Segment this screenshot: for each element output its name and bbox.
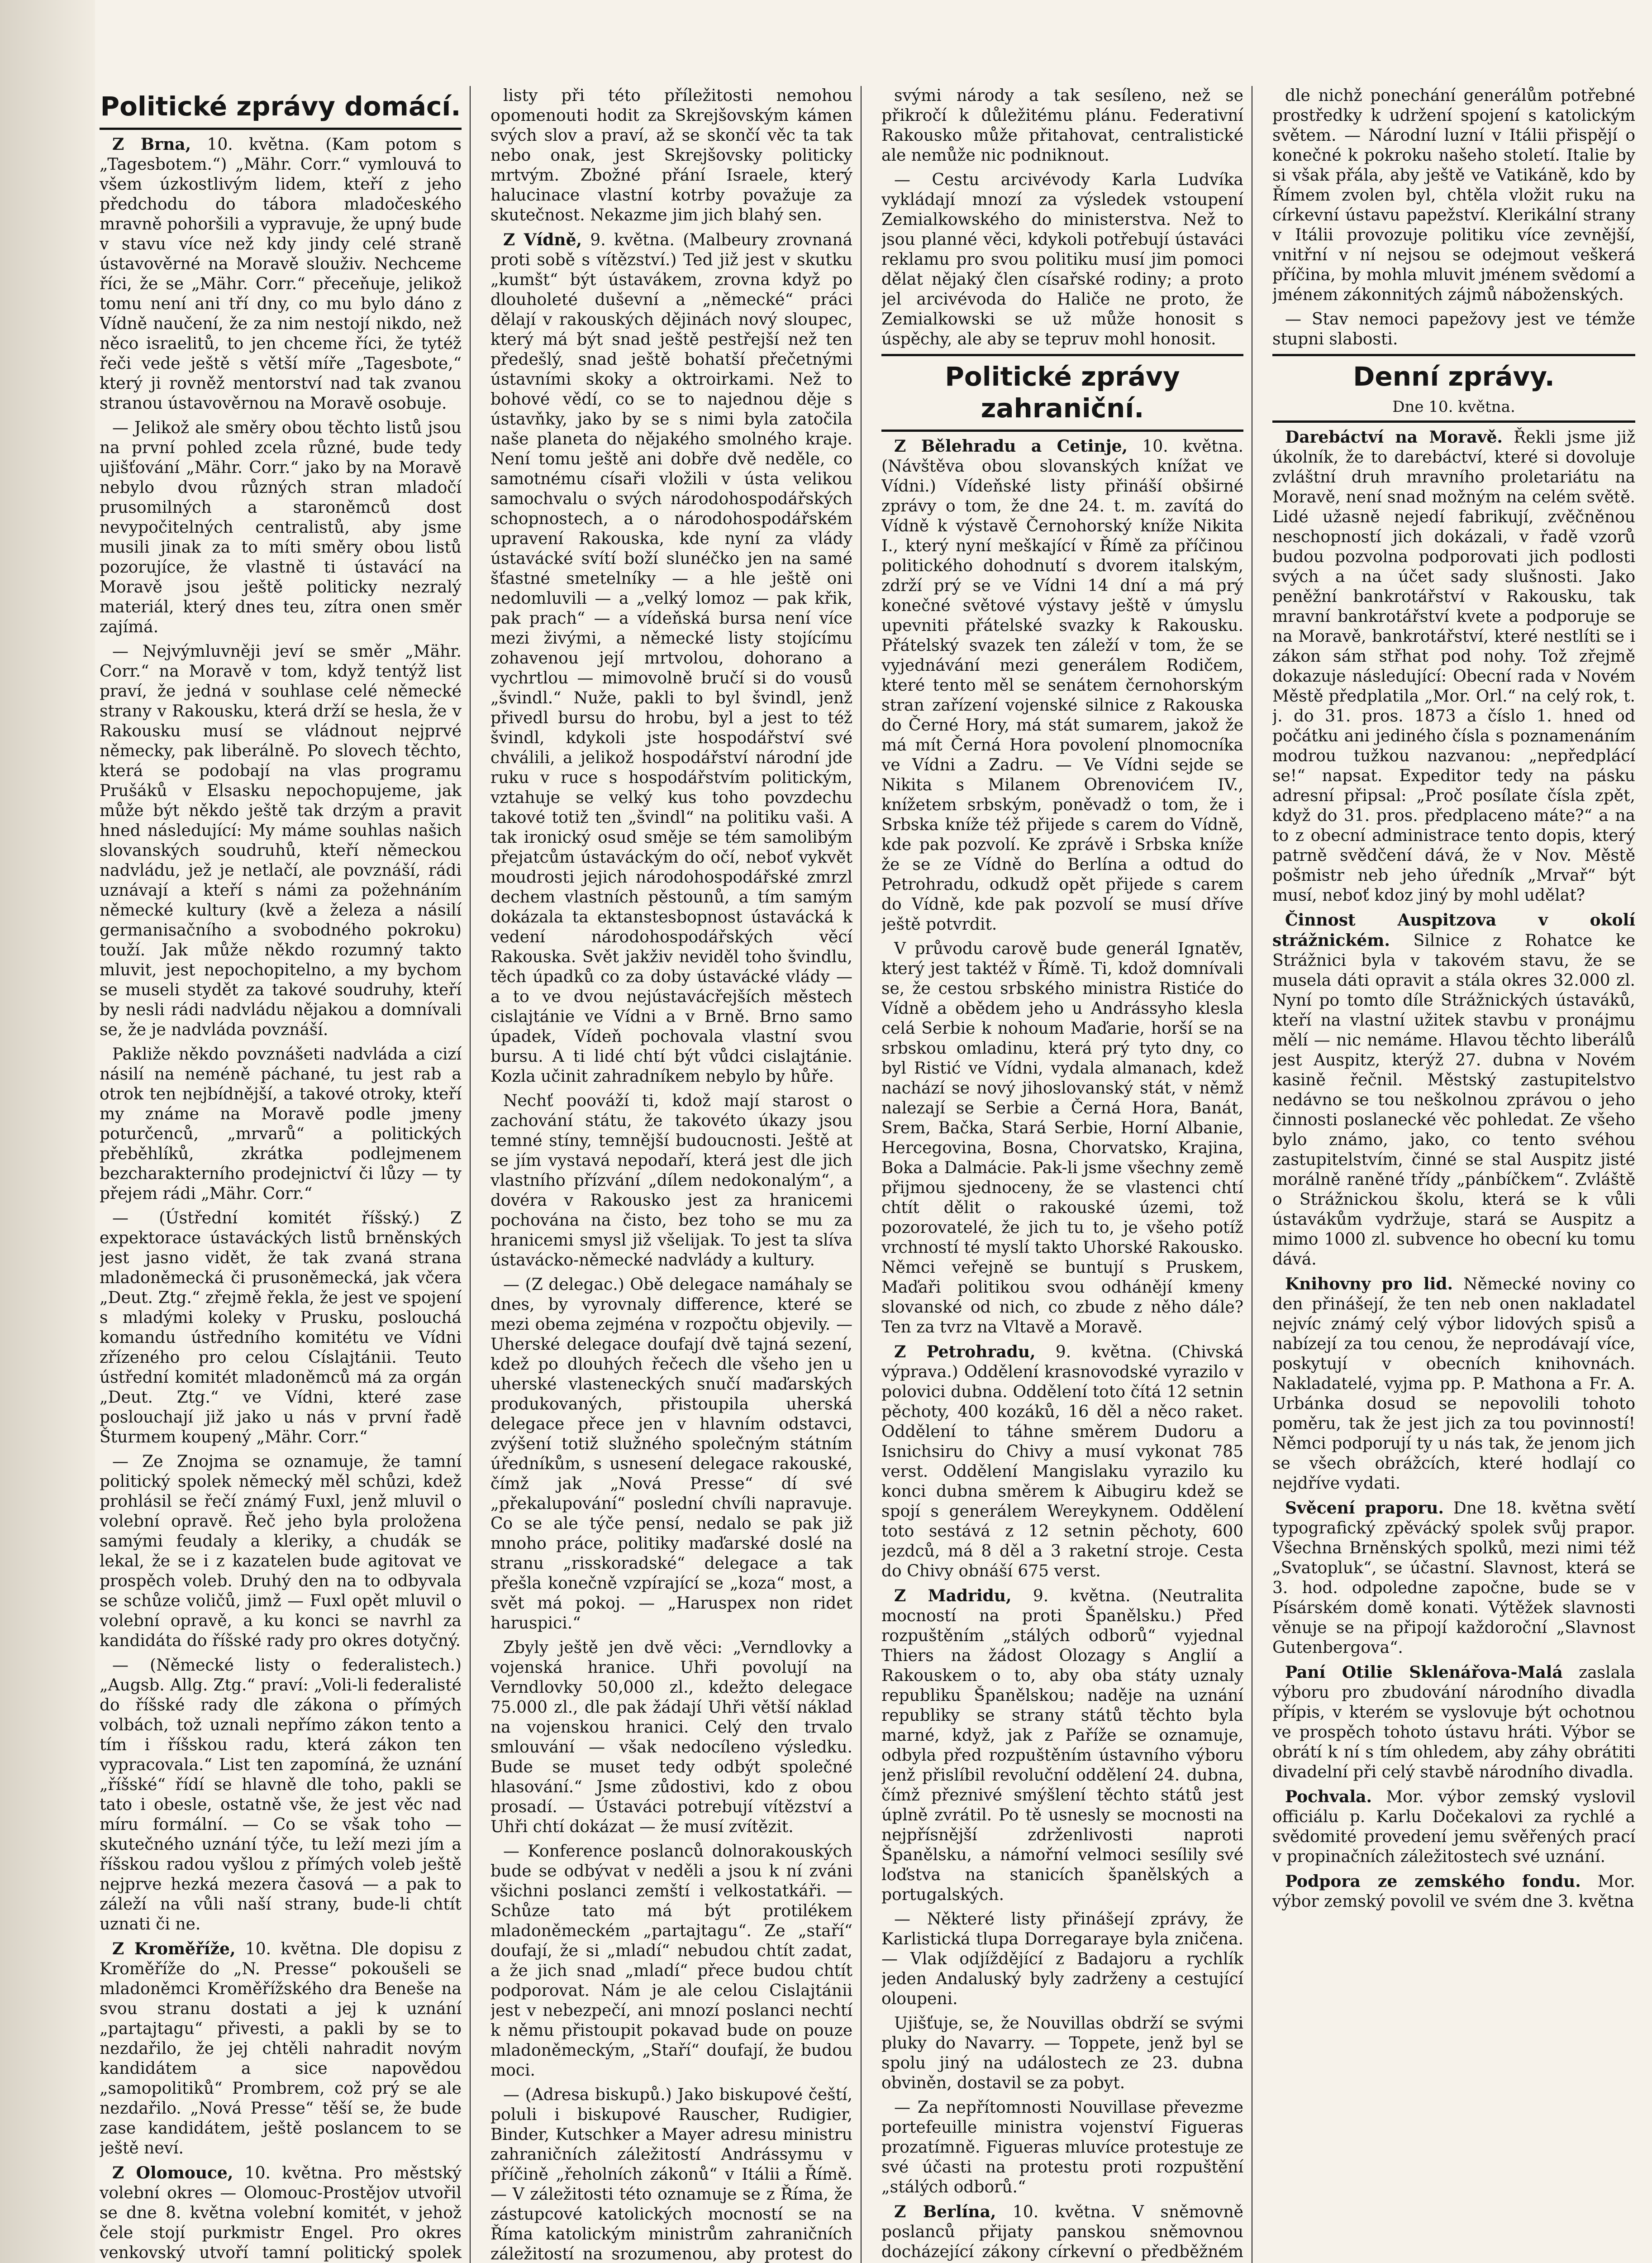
column-4 bbox=[1272, 86, 1643, 2263]
article-paragraph bbox=[490, 1638, 852, 1837]
article-paragraph bbox=[1272, 910, 1635, 1270]
article-text: — Ze Znojma se oznamuje, že tamní politický spolek německý měl schůzi, kdež prohlásil se řečí známý Fuxl, jenž mluvil o volební opravě. Řeč jeho byla proložena samými feudaly a kleriky, a chudák se lekal, že se i z kazatelen bude agitovat ve prospěch voleb. Druhý den na to odbyvala se schůze voličů, jimž — Fuxl opět mluvil o volební opravě, a ku konci se navrhl za kandidáta do říšské rady pro okres dotyčný. bbox=[100, 1452, 462, 1650]
article-paragraph bbox=[490, 2085, 852, 2263]
article-lead: Z Petrohradu, bbox=[894, 1342, 1036, 1361]
article-text: 10. května. V sněmovně poslanců přijaty panskou sněmovnou docházející zákony církevní o předběžném bbox=[881, 2203, 1243, 2261]
article-text: 10. května. Dle dopisu z Kroměříže do „N. Presse“ pokoušeli se mladoněmci Kroměřížského dra Beneše na svou stranu dostati a jej k uznání „partajtagu“ přivesti, a pakli by se to nezdařilo, že jej chtěli nahradit novým kandidátem a sice napovědou „samopolitiků“ Prombrem, což prý se ale nezdařilo. „Nová Presse“ těší se, že bude zase kandidátem, ještě poslancem to se ještě neví. bbox=[100, 1940, 462, 2158]
article-paragraph bbox=[100, 642, 462, 1040]
article-text: — Cestu arcivévody Karla Ludvíka vykládají mnozí za výsledek vstoupení Zemialkowského do ministerstva. Než to jsou planné věci, kdykoli potřebují ústaváci reklamu pro svou politiku musí jim pomoci dělat nějaký člen císařské rodiny; a proto jel arcivévoda do Haliče ne proto, že Zemialkowski se už může honosit s úspěchy, ale aby se tepruv mohl honosit. bbox=[881, 171, 1243, 349]
article-lead: Knihovny pro lid. bbox=[1285, 1275, 1453, 1294]
domestic-news-title: Politické zprávy domácí. bbox=[100, 91, 461, 122]
article-text: — (Ústřední komitét říšský.) Z expektorace ústaváckých listů brněnských jest jasno vidět, že tak zvaná strana mladoněmecká či prusoněmecká, jak včera „Deut. Ztg.“ zřejmě řekla, že jest ve spojení s mladými koleky v Prusku, poslouchá komandu ústředního komitétu ve Vídni zřízeného pro celou Císlajtánii. Teuto ústřední komitét mladoněmců má za orgán „Deut. Ztg.“ ve Vídni, které zase poslouchají již jako u nás v první řadě Šturmem koupený „Mähr. Corr.“ bbox=[100, 1209, 462, 1447]
article-lead: Svěcení praporu. bbox=[1285, 1499, 1444, 1518]
article-paragraph bbox=[100, 134, 462, 414]
article-text: V průvodu carově bude generál Ignatěv, který jest taktéž v Římě. Ti, kdož domnívali se, že cestou srbského ministra Ristiće do Vídně a obědem jeho u Andrássyho klesla celá Serbie k nohoum Maďarie, horší se na srbskou omladinu, která prý tyto dny, co byl Ristić ve Vídni, vydala almanach, kdež nachází se nový jihoslovanský stát, v němž nalezají se Serbie a Černá Hora, Banát, Srem, Bačka, Stará Serbie, Horní Albanie, Hercegovina, Bosna, Chorvatsko, Krajina, Boka a Dalmácie. Pak-li jsme všechny země přijmou sjednoceny, že se vlastenci chtí chtít dělit o rakouské územi, tož pozorovatelé, že jich tu to, je všeho potíž vrchností té myslí takto Uhorské Rakousko. Němci veřejně se buntují s Pruskem, Maďaři politikou svou odhánějí kmeny slovanské od nich, co zbude z něho dále? Ten za tvrz na Vltavě a Moravě. bbox=[881, 940, 1243, 1337]
article-lead: Z Brna, bbox=[112, 135, 191, 154]
article-paragraph bbox=[881, 170, 1243, 349]
column-4-text bbox=[1272, 86, 1635, 349]
article-paragraph bbox=[881, 2098, 1243, 2197]
article-lead: Činnost Auspitzova v okolí strážnickém. bbox=[1272, 911, 1635, 950]
article-lead: Z Bělehradu a Cetinje, bbox=[894, 437, 1128, 456]
daily-news-title: Denní zprávy. bbox=[1353, 361, 1555, 392]
article-paragraph bbox=[1272, 427, 1635, 906]
section-rule bbox=[1272, 420, 1635, 423]
section-rule bbox=[100, 128, 462, 130]
article-text: — (Německé listy o federalistech.) „Augsb. Allg. Ztg.“ praví: „Voli-li federalisté do říšské rady dle zákona o přímých volbách, tož uznali nepřímo zákon tento a tím i říšskou radu, která zákon ten vypracovala.“ List ten zapomíná, že uznání „říšské“ řídí se hlavně dle toho, pakli se tato i obesle, ostatně vše, že jest věc nad míru formální. — Co se však toho — skutečného uznání týče, tu leží mezi jím a říšskou radou vyšlou z přímých voleb ještě nejprve hezká mezera časová — a pak to záleží na vůli naší strany, bude-li chtít uznati či ne. bbox=[100, 1656, 462, 1934]
article-text: zaslala výboru pro zbudování národního divadla přípis, v kterém se vyslovuje být ochotnou ve prospěch tohoto ústavu hráti. Výbor se obrátí k ní s tím ohledem, aby záhy obrátiti divadelní při celý stavbě národního divadla. bbox=[1272, 1663, 1635, 1781]
article-lead: Z Madridu, bbox=[894, 1586, 1012, 1605]
article-paragraph bbox=[100, 1045, 462, 1204]
article-lead: Paní Otilie Sklenářova-Malá bbox=[1285, 1663, 1563, 1682]
article-text: Dne 18. května světí typografický zpěvácký spolek svůj prapor. Všechna Brněnských spolků, mezi nimi též „Svatopluk“, se účastní. Slavnost, která se 3. hod. odpoledne započne, bude se v Písárském domě konati. Výtěžek slavnosti věnuje se na připojí každoroční „Slavnost Gutenbergova“. bbox=[1272, 1499, 1635, 1657]
article-paragraph bbox=[881, 436, 1243, 935]
article-text: 9. května. (Chivská výprava.) Oddělení krasnovodské vyrazilo v polovici dubna. Oddělení toto čítá 12 setnin pěchoty, 400 kozáků, 16 děl a něco raket. Oddělení to táhne směrem Dudoru a Isnichsiru do Chivy a musí vykonat 785 verst. Oddělení Mangislaku vyrazilo ku konci dubna směrem k Aibugiru kdež se spojí s generálem Wereykynem. Oddělení toto sestává z 12 setnin pěchoty, 600 jezdců, má 8 děl a 3 raketní stroje. Cesta do Chivy obnáší 675 verst. bbox=[881, 1343, 1243, 1580]
foreign-news-text bbox=[881, 436, 1243, 2263]
article-paragraph bbox=[100, 1939, 462, 2158]
article-text: Mor. výbor zemský vyslovil officiálu p. Karlu Dočekalovi za rychlé a svědomité provedení jemu svěřených prací v propinačních záležitostech své uznání. bbox=[1272, 1788, 1635, 1866]
article-text: Nechť poováží ti, kdož mají starost o zachování státu, že takovéto úkazy jsou temné stíny, temnější budoucnosti. Ještě at se jím vystavá nepodaří, která jest dle jich vlastního přízvání „dílem nedokonalým“, a dovéra v Rakousko jest za hranicemi pochována na čisto, bez toho se mu za hranicemi smysl již všelijak. To jest ta slíva ústavácko-německé nadvlády a kultury. bbox=[490, 1092, 852, 1270]
article-paragraph bbox=[100, 2163, 462, 2263]
article-lead: Z Berlína, bbox=[894, 2202, 996, 2221]
section-rule bbox=[881, 430, 1243, 432]
section-rule bbox=[1272, 354, 1635, 356]
column-3 bbox=[881, 86, 1252, 2263]
article-text: svými národy a tak sesíleno, než se přikročí k důležitému plánu. Federativní Rakousko může přitahovat, centralistické ale nemůže nic podniknout. bbox=[881, 86, 1243, 165]
article-text: — Stav nemoci papežovy jest ve témže stupni slabosti. bbox=[1272, 310, 1635, 349]
article-text: Řekli jsme již úkolník, že to darebáctví, které si dovoluje zvláštní druh mravního proletariátu na Moravě, není snad možným na celém světě. Lidé užasně nejedí fabrikují, zvěčněnou neschopností jich dokázali, v řadě vzorů budou pozvolna podporovati jich podlosti svých a na účet sady slušnosti. Jako peněžní bankrotářství v Rakousku, tak mravní bankrotářství kvete a podporuje se na Moravě, bankrotářství, které nestlíti se i zákon sám střhat pod nohy. Tož zřejmě dokazuje následující: Obecní rada v Novém Městě předplatila „Mor. Orl.“ na celý rok, t. j. do 31. pros. 1873 a číslo 1. hned od počátku ani jediného čísla s poznamenáním modrou tužkou nazvanou: „nepředplácí se!“ napsat. Expeditor tedy na pásku adresní připsal: „Proč posílate čísla zpět, když do 31. pros. předplaceno máte?“ a na to z obecní administrace tento dopis, který patrně svědčení dává, že v Nov. Městě pošmistr neb jeho úředník „Mrvař“ být musí, neboť kdoz jiný by mohl udělat? bbox=[1272, 428, 1635, 905]
article-text: 10. května. (Návštěva obou slovanských knížat ve Vídni.) Vídeňské listy přináší obširné zprávy o tom, že dne 24. t. m. zavítá do Vídně k výstavě Černohorský kníže Nikita I., který nyní meškající v Římě za příčinou politického dohodnutí s dvorem italským, zdrží prý se ve Vídni 14 dní a má prý konečné světové výstavy ještě v úmyslu upevniti přátelské svazky k Rakousku. Přátelský svazek ten záleží v tom, že se vyjednávání mezi generálem Rodičem, které tento měl se senátem černohorským stran zařízení vojenské silnice z Rakouska do Černé Hory, má stát sumarem, jakož že má mít Černá Hora povolení plnomocníka ve Vídni a Zadru. — Ve Vídni sejde se Nikita s Milanem Obrenovićem IV., knížetem srbským, poněvadž o tom, že i Srbska kníže též přijede s carem do Vídně, kde pak pozvolí. Ke zprávě i Srbska kníže že se ze Vídně do Berlína a odtud do Petrohradu, odkudž opět přijede s carem do Vídně, kde pak pozvolí se musí dříve ještě potvrdit. bbox=[881, 437, 1243, 934]
article-paragraph bbox=[881, 2014, 1243, 2093]
article-paragraph bbox=[881, 86, 1243, 166]
article-paragraph bbox=[1272, 1872, 1635, 1912]
article-text: — Jelikož ale směry obou těchto listů jsou na první pohled zcela různé, bude tedy ujišťování „Mähr. Corr.“ jako by na Moravě nebylo dvou různých stran mladočí prusomilných a staroněmců dost nevypočitelných centralistů, aby jsme musili jinak za to míti směry obou listů pozorujíce, že vlastně ti ústavácí na Moravě jsou ještě politicky nezralý materiál, který dnes teu, zítra onen směr zajímá. bbox=[100, 419, 462, 636]
column-2 bbox=[490, 86, 862, 2263]
article-paragraph bbox=[1272, 1662, 1635, 1782]
article-paragraph bbox=[1272, 310, 1635, 349]
article-lead: Z Vídně, bbox=[503, 230, 582, 249]
article-text: Německé noviny co den přinášejí, že ten neb onen nakladatel nejvíc známý celý výbor lidových spisů a nabízejí za tou cenou, že neprodávají více, poskytují v obecních knihovnách. Nakladatelé, vyjma pp. P. Mathona a Fr. A. Urbánka dosud se nepovolili tohoto poměru, tak že jest jich za tou povinností! Němci podporují ty u nás tak, že jenom jich se všech obrážcích, které hodlají co nejdříve vydati. bbox=[1272, 1275, 1635, 1493]
article-lead: Z Kroměříže, bbox=[112, 1939, 236, 1958]
article-text: — Nejvýmluvněji jeví se směr „Mähr. Corr.“ na Moravě v tom, když tentýž list praví, že jedná v souhlase celé německé strany v Rakousku, která drží se hesla, že v Rakousku musí se vládnout nejprvé německy, pak liberálně. Po slovech těchto, která se podobají na vlas programu Prušáků v Elsasku nepochopujeme, jak může být někdo ještě tak drzým a pravit hned následující: My máme souhlas našich slovanských soudruhů, kteří německou nadvládu, jež je netlačí, ale povznáší, rádi uznávají a kteří s námi za požehnáním německé kultury (kvě a železa a násilí germanisačního a svobodného pokroku) touží. Jak může někdo rozumný takto mluvit, jest nepochopitelno, a my bychom se museli stydět za takové soudruhy, kteří by nesli rádi nadvládu nějakou a domnívali se, že je nadvláda povznáší. bbox=[100, 642, 462, 1039]
article-paragraph bbox=[100, 418, 462, 637]
article-paragraph bbox=[100, 1208, 462, 1447]
article-text: — Za nepřítomnosti Nouvillase převezme portefeuille ministra vojenství Figueras prozatímně. Figueras mluvíce protestuje ze své účasti na protestu proti rozpuštění „stálých odborů.“ bbox=[881, 2098, 1243, 2196]
column-grid bbox=[100, 86, 1643, 2263]
article-text: listy při této příležitosti nemohou opomenouti hodit za Skrejšovským kámen svých slov a praví, až se skončí věc ta tak nebo onak, jest Skrejšovsky politicky mrtvým. Zbožné přání Israele, který halucinace vlastní kotrby považuje za skutečnost. Nekazme jim jich blahý sen. bbox=[490, 86, 852, 224]
column-3-text bbox=[881, 86, 1243, 349]
article-paragraph bbox=[1272, 1787, 1635, 1867]
article-paragraph bbox=[490, 86, 852, 225]
article-text: — Některé listy přinášejí zprávy, že Karlistická tlupa Dorregaraye byla zničena. — Vlak odjíždějící z Badajoru a rychlík jeden Andaluský byly zadrženy a cestující oloupeni. bbox=[881, 1910, 1243, 2008]
article-paragraph bbox=[881, 1342, 1243, 1581]
column-2-text bbox=[490, 86, 852, 2263]
article-text: — (Adresa biskupů.) Jako biskupové čeští, poluli i biskupové Rauscher, Rudigier, Binder, Kutschker a Mayer adresu ministru zahraničních záležitostí Andrássymu v příčině „řeholních zákonů“ v Itálii a Římě. — V záležitosti této oznamuje se z Říma, že zástupcové katolických mocností se na Říma katolickým ministrům zahraničních záležitostí na srozumenou, aby protest do bbox=[490, 2086, 852, 2263]
article-text: Zbyly ještě jen dvě věci: „Verndlovky a vojenská hranice. Uhři povolují na Verndlovky 50,000 zl., kdežto delegace 75.000 zl., dle pak žádají Uhři větší náklad na vojenskou hranici. Celý den trvalo smlouvání — však nedocíleno výsledku. Bude se muset tedy odbýt společné hlasování.“ Jsme zůdostivi, kdo z obou prosadí. — Ústaváci potrebují vítězství a Uhři chtí dokázat — že musí zvítězit. bbox=[490, 1638, 852, 1836]
foreign-news-title: Politické zprávy zahraniční. bbox=[945, 361, 1180, 424]
page-binding-shadow bbox=[0, 0, 95, 2263]
article-paragraph bbox=[881, 2202, 1243, 2263]
article-paragraph bbox=[490, 1091, 852, 1270]
article-text: dle nichž ponechání generálům potřebné prostředky k udržení spojení s katolickým světem. — Národní luzní v Itálii přispějí o konečné k pokroku našeho století. Italie by si však přála, aby ještě ve Vatikáně, kdo by Římem zvolen byl, chtěla vložit ruku na církevní ústavu papežství. Klerikální strany v Itálii provozuje politiku více zevnější, vnitřní v ní nejsou se odejmout veškerá příčina, by mohla mluvit jménem svědomí a jménem zákonnitých zájmů náboženských. bbox=[1272, 86, 1635, 304]
article-text: Ujišťuje, se, že Nouvillas obdrží se svými pluky do Navarry. — Toppete, jenž byl se spolu jiný na událostech ze 23. dubna obviněn, dostavil se za pobyt. bbox=[881, 2014, 1243, 2092]
article-text: 10. května. (Kam potom s „Tagesbotem.“) „Mähr. Corr.“ vymlouvá to všem úzkostlivým lidem, kteří z jeho předchodu do tábora mladočeského mravně pohoršili a vypravuje, že upný bude v stavu více než kdy jindy celé straně ústavověrné na Moravě slouživ. Nechceme říci, že se „Mähr. Corr.“ přeceňuje, jelikož tomu není ani tří dny, co mu bylo dáno z Vídně naučení, že za nim nestojí nikdo, než něco israelitů, to jen chceme říci, že tytéž řeči vede ještě s větší míře „Tagesbote,“ který ji rovněž mentorství nad tak zvanou stranou ústavověrnou na Moravě osobuje. bbox=[100, 135, 462, 413]
section-rule bbox=[881, 354, 1243, 356]
article-lead: Pochvala. bbox=[1285, 1787, 1372, 1806]
column-1-text bbox=[100, 134, 462, 2263]
daily-news-date: Dne 10. května. bbox=[1392, 398, 1515, 416]
article-paragraph bbox=[100, 1452, 462, 1651]
article-text: Mor. výbor zemský povolil ve svém dne 3. května bbox=[1272, 1872, 1635, 1911]
article-paragraph bbox=[1272, 1498, 1635, 1658]
article-lead: Darebáctví na Moravě. bbox=[1285, 428, 1503, 447]
article-text: 10. května. Pro městský volební okres — Olomouc-Prostějov utvořil se dne 8. května volební komitét, v jehož čele stojí purkmistr Engel. Pro okres venkovský utvoří tamní politický spolek bbox=[100, 2164, 462, 2262]
article-text: 9. května. (Malbeury zrovnaná proti sobě s vítězství.) Ted již jest v skutku „kumšt“ být ústavákem, zrovna když po dlouholeté duševní a „německé“ práci dělají v rakouských dějinách nový sloupec, který má být snad ještě pestřejší než ten předešlý, snad ještě bohatší přečetnými ústavními skoky a oktroirkami. Než to bohové vědí, co se to najednou děje s ústavňky, jako by se s nimi byla zatočila naše planeta do nějakého smolného kraje. Není tomu ještě ani dobře dvě neděle, co samotnému císaři vložili v ústa velikou samochvalu o svých národohospodářských schopnostech, a o národohospodářském upravení Rakouska, kde nyní za vlády ústavácké svítí boží slunéčko jen na samé šťastné smetelníky — a hle ještě oni nedomluvili — a „velký lomoz — pak křik, pak prach“ — a vídeňská bursa není více mezi živými, a německé listy stojícímu zohavenou její mrtvolou, dohorano a vychrtlou — mimovolně bručí si do vousů „švindl.“ Nuže, pakli to byl švindl, jenž přivedl bursu do hrobu, byl a jest to též švindl, kdykoli jste hospodářství své chválili, a jelikož hospodářství národní jde ruku v ruce s hospodářstvím politickým, vztahuje se velký kus toho povzdechu takové totiž ten „švindl“ na politiku vaši. A tak ironický osud směje se tém samolibým přejatcům ústaváckým do očí, neboť vykvět moudrosti jejich národohospodářské zmrzl dechem vlastních pěstounů, a tím samým dokázala ta ektanstesbopnost ústavácká k vedení národohospodářských věcí Rakouska. Svět jakživ neviděl toho švindlu, těch úpadků co za doby ústavácké vlády — a to ve dvou nejústavácřejších městech cislajtánie ve Vídni a v Brně. Brno samo úpadek, Vídeň pochovala vlastní svou bursu. A ti lidé chtí být vůdci cislajtánie. Kozla učinit zahradníkem nebylo by hůře. bbox=[490, 231, 852, 1086]
article-lead: Z Olomouce, bbox=[112, 2163, 233, 2182]
article-text: — Konference poslanců dolnorakouských bude se odbývat v neděli a jsou k ní zváni všichni poslanci zemští i velkostatkáři. — Schůze tato má být protilékem mladoněmeckém „partajtagu“. Ze „staří“ doufají, že si „mladí“ nebudou chtít zadat, a že jich snad „mladí“ přece budou chtít podporovat. Nám je ale celou Cislajtánii jest v nebezpečí, ani mnozí poslanci nechtí k němu přistoupit pokavad bude on pouze mladoněmeckým, „Staří“ doufají, že budou moci. bbox=[490, 1842, 852, 2080]
article-paragraph bbox=[100, 1656, 462, 1934]
column-1 bbox=[100, 86, 471, 2263]
article-text: 9. května. (Neutralita mocností na proti Španělsku.) Před rozpuštěním „stálých odborů“ vyjednal Thiers na žádost Olozagy s Anglií a Rakouskem o to, aby oba státy uznaly republiku Španělskou; naděje na uznání republiky se strany států těchto byla marné, když, jak z Paříže se oznamuje, odbyla před rozpuštěním ústavního výboru jenž přislíbil revoluční oddělení 24. dubna, čímž přeznivé smýšlení těchto států jest úplně zvrátil. Po tě usnesly se mocnosti na nejpřísnější zdrženlivosti naproti Španělsku, a námořní velmoci sesílily své loďstva na stanicích španělských a portugalských. bbox=[881, 1587, 1243, 1904]
article-paragraph bbox=[490, 1275, 852, 1633]
daily-news-text bbox=[1272, 427, 1635, 1912]
article-lead: Podpora ze zemského fondu. bbox=[1285, 1872, 1581, 1891]
article-paragraph bbox=[1272, 1274, 1635, 1494]
article-paragraph bbox=[490, 230, 852, 1087]
article-paragraph bbox=[881, 939, 1243, 1337]
article-text: Pakliže někdo povznášeti nadvláda a cizí násilí na neméně páchané, tu jest rab a otrok ten nejbídnější, a takové otroky, kteří my známe na Moravě podle jmeny poturčenců, „mrvarů“ a politických přeběhlíků, zkrátka podlejmenem bezcharakterního prodejnictví či lůzy — ty přejem rádi „Mähr. Corr.“ bbox=[100, 1045, 462, 1203]
article-text: Silnice z Rohatce ke Strážnici byla v takovém stavu, že se musela dáti opravit a stála okres 32.000 zl. Nyní po tomto díle Strážnických ústaváků, kteří na vlastní užitek stavbu v pronájmu mělí — nic nemáme. Hlavou těchto liberálů jest Auspitz, kterýž 27. dubna v Novém kasině řečnil. Městský zastupitelstvo nedávno se tou neškolnou zprávou o jeho činnosti poslanecké věc pohledat. Ze všeho bylo známo, jako, co tento svéhou zastupitelstvím, činné se stal Auspitz jisté morálně raněné třídy „pánbíčkem“. Zvláště o Strážnickou školu, která se k vůli ústavákům vydržuje, stará se Auspitz a mimo 1000 zl. subvence ho obecní ku tomu dává. bbox=[1272, 931, 1635, 1269]
article-paragraph bbox=[881, 1910, 1243, 2009]
article-paragraph bbox=[490, 1842, 852, 2081]
article-paragraph bbox=[1272, 86, 1635, 305]
article-text: — (Z delegac.) Obě delegace namáhaly se dnes, by vyrovnaly difference, které se mezi obema zejména v rozpočtu objevily. — Uherské delegace doufají dvě tajná sezení, kdež po dlouhých řečech dle všeho jen u uherské vlasteneckých snučí maďarských produkovaných, přistoupila uherská delegace přece jen v hlavním odstavci, zvýšení totiž služného společným státním úředníkům, s usnesení delegace rakouské, čímž jak „Nová Presse“ dí své „překalupování“ poslední chvíli napravuje. Co se ale týče pensí, nedalo se pak již mnoho práce, politiky maďarské doslé na stranu „risskoradské“ delegace a tak přešla konečně vzpírající se „koza“ most, a svět má pokoj. — „Haruspex non ridet haruspici.“ bbox=[490, 1275, 852, 1633]
article-paragraph bbox=[881, 1586, 1243, 1905]
